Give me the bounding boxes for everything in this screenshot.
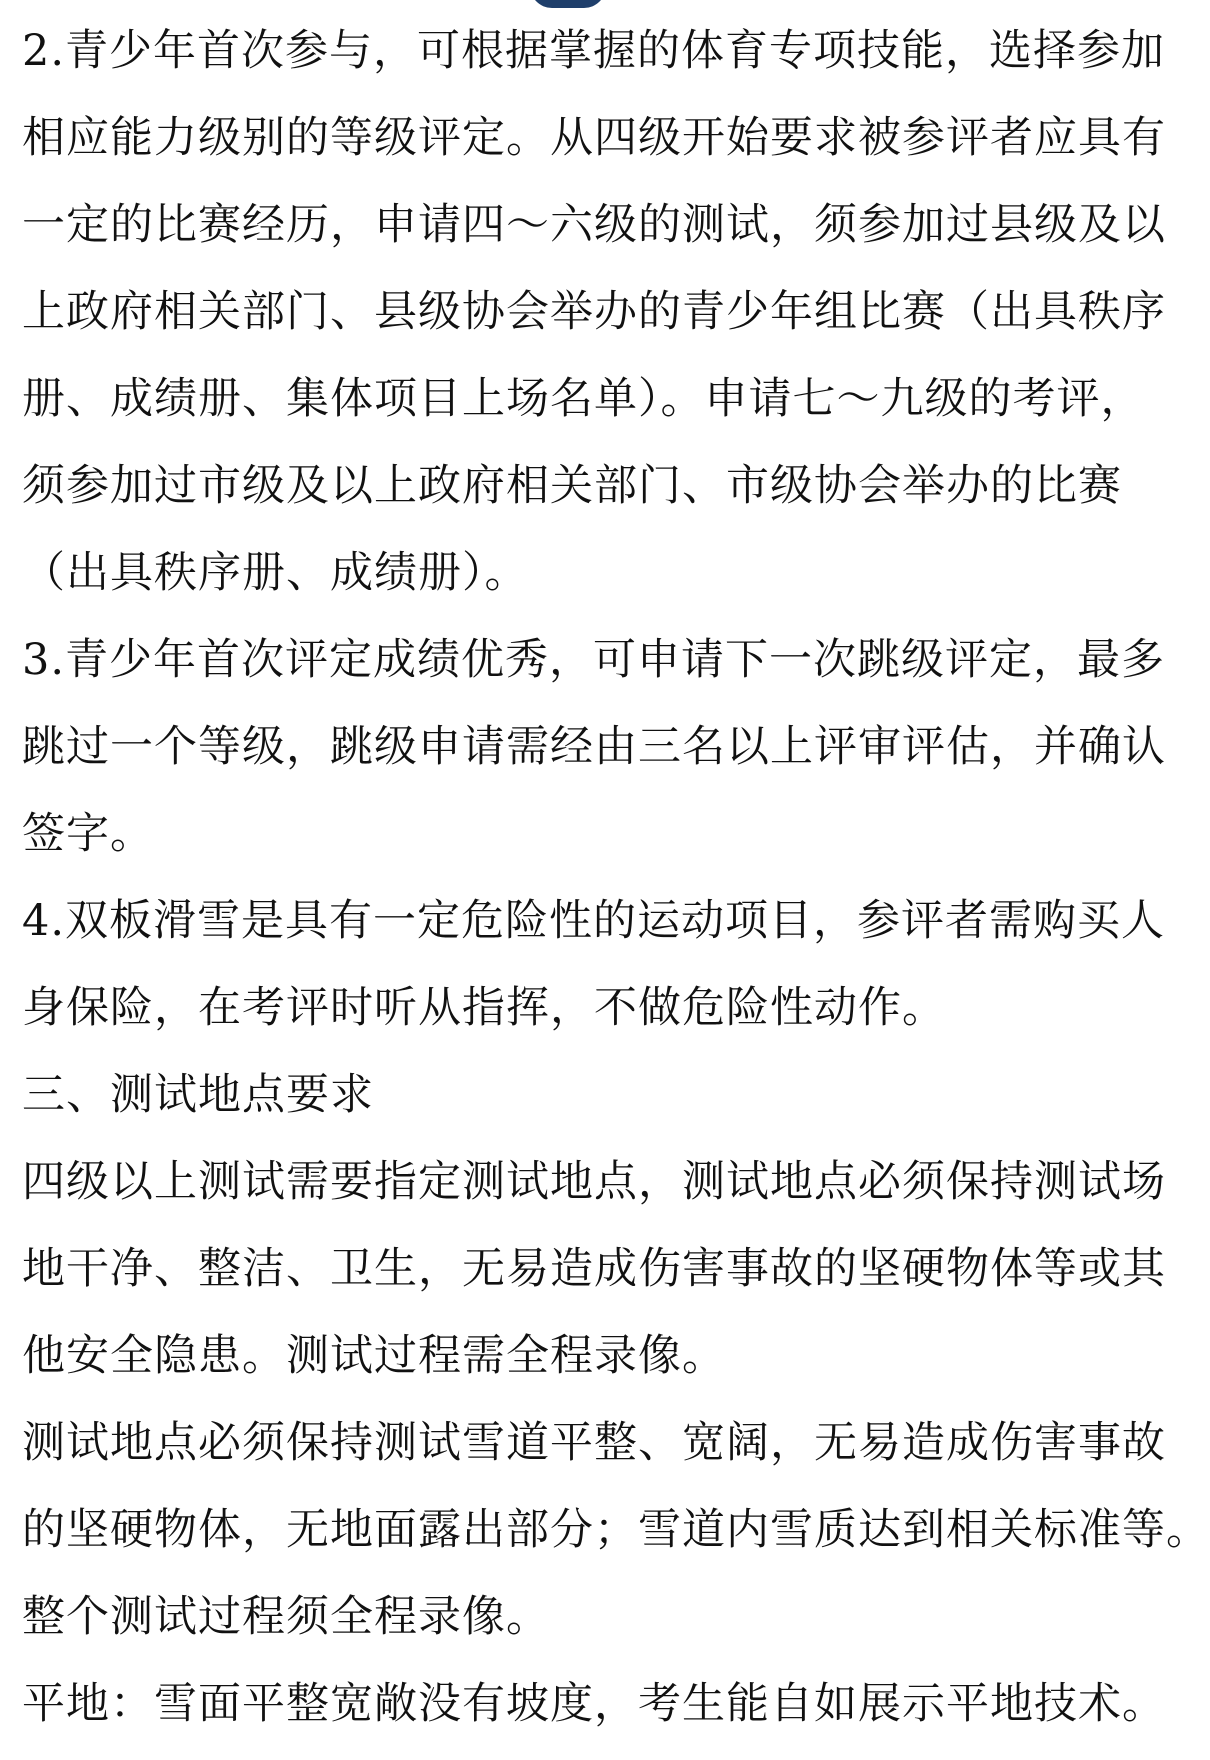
document-body	[22, 8, 1210, 1748]
text-line: 身保险，在考评时听从指挥，不做危险性动作。	[22, 983, 946, 1033]
text-line: 一定的比赛经历，申请四～六级的测试，须参加过县级及以	[22, 200, 1166, 250]
text-line: 4.双板滑雪是具有一定危险性的运动项目，参评者需购买人	[22, 896, 1166, 946]
text-line: 须参加过市级及以上政府相关部门、市级协会举办的比赛	[22, 461, 1122, 511]
text-line: 测试地点必须保持测试雪道平整、宽阔，无易造成伤害事故	[22, 1418, 1166, 1468]
text-line: （出具秩序册、成绩册）。	[22, 548, 529, 598]
text-line: 2.青少年首次参与，可根据掌握的体育专项技能，选择参加	[22, 26, 1166, 76]
top-decoration	[530, 0, 606, 8]
text-line: 签字。	[22, 809, 154, 859]
section-heading: 三、测试地点要求	[22, 1070, 374, 1120]
text-line: 四级以上测试需要指定测试地点，测试地点必须保持测试场	[22, 1157, 1166, 1207]
text-line: 平地：雪面平整宽敞没有坡度，考生能自如展示平地技术。	[22, 1679, 1166, 1729]
text-line: 整个测试过程须全程录像。	[22, 1592, 550, 1642]
text-line: 册、成绩册、集体项目上场名单）。申请七～九级的考评，	[22, 374, 1145, 424]
text-line: 3.青少年首次评定成绩优秀，可申请下一次跳级评定，最多	[22, 635, 1166, 685]
text-line: 的坚硬物体，无地面露出部分；雪道内雪质达到相关标准等。	[22, 1505, 1210, 1555]
text-line: 跳过一个等级，跳级申请需经由三名以上评审评估，并确认	[22, 722, 1166, 772]
text-line: 相应能力级别的等级评定。从四级开始要求被参评者应具有	[22, 113, 1166, 163]
text-line: 地干净、整洁、卫生，无易造成伤害事故的坚硬物体等或其	[22, 1244, 1166, 1294]
text-line: 他安全隐患。测试过程需全程录像。	[22, 1331, 726, 1381]
text-line: 上政府相关部门、县级协会举办的青少年组比赛（出具秩序	[22, 287, 1166, 337]
